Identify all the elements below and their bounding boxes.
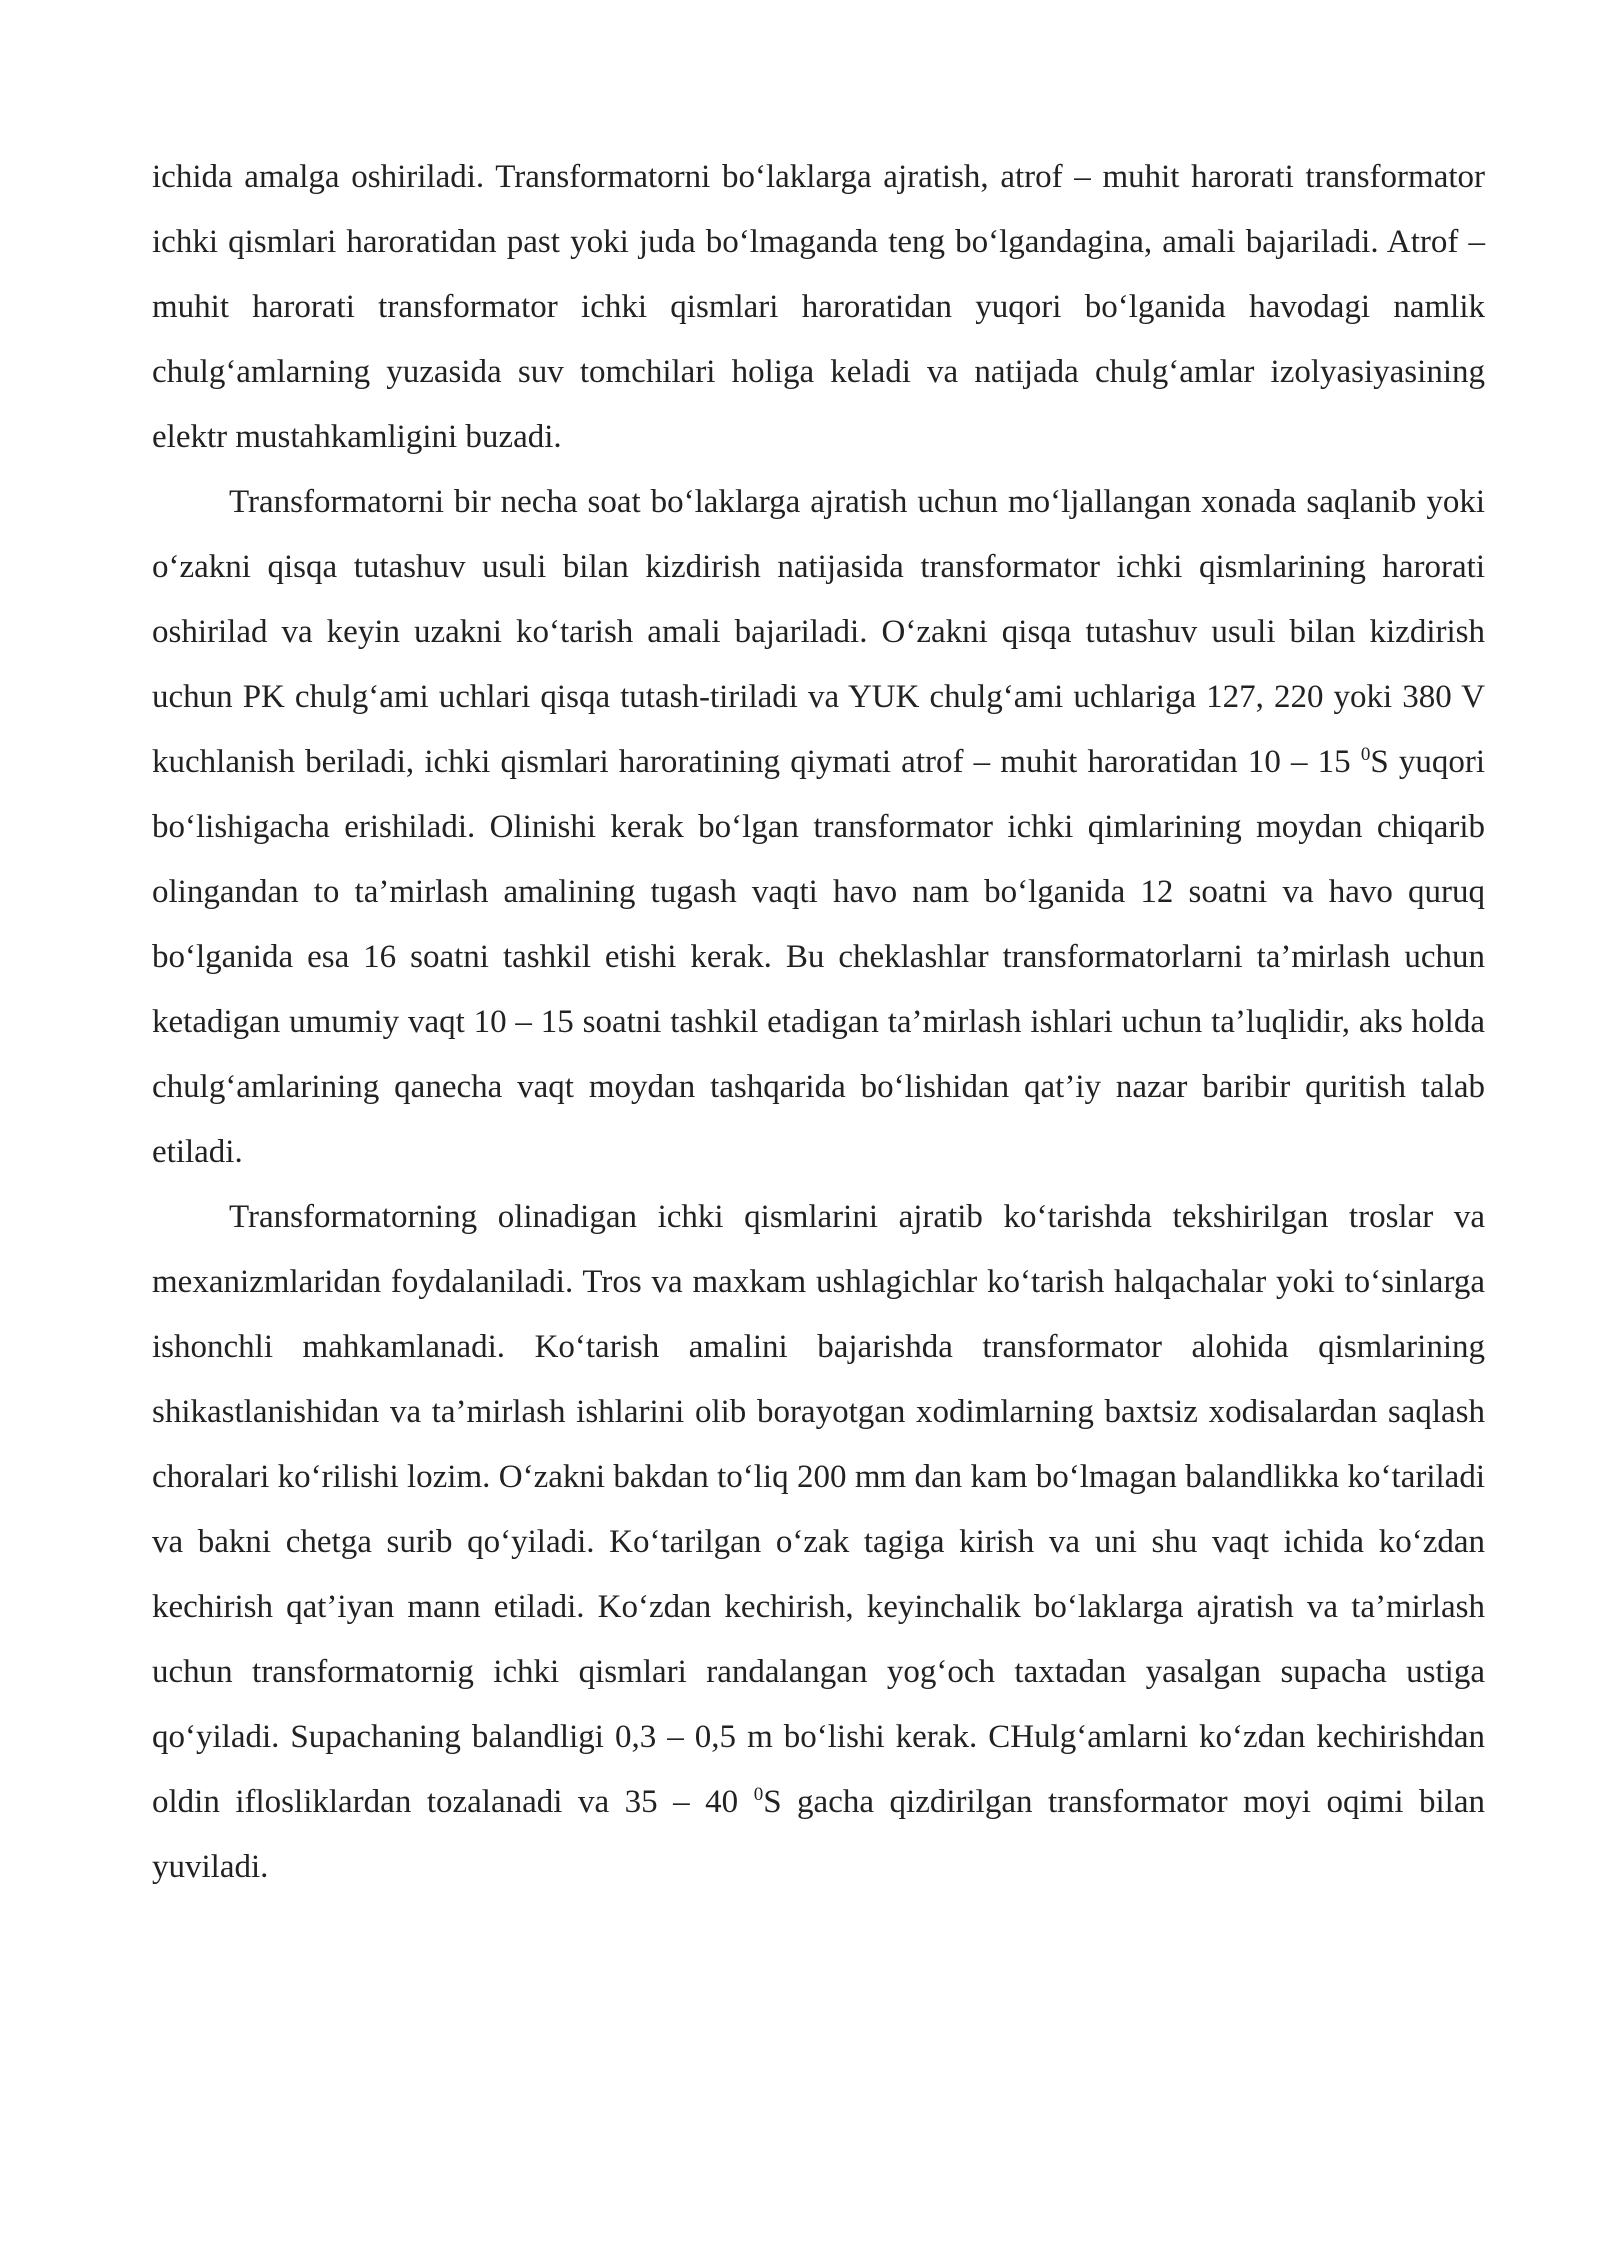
- degree-superscript: 0: [753, 1784, 764, 1805]
- document-page: [152, 145, 1485, 1900]
- paragraph-2: [152, 470, 1485, 1185]
- paragraph-2-text-a: Transformatorni bir necha soat bo‘laklarga ajratish uchun mo‘ljallangan xonada saqlanib yoki o‘zakni qisqa tutashuv usuli bilan kizdirish natijasida transformator ichki qismlarining harorati oshirilad va keyin uzakni ko‘tarish amali bajariladi. O‘zakni qisqa tutashuv usuli bilan kizdirish uchun PK chulg‘ami uchlari qisqa tutash-tiriladi va YUK chulg‘ami uchlariga 127, 220 yoki 380 V kuchlanish beriladi, ichki qismlari haroratining qiymati atrof – muhit haroratidan 10 – 15: [152, 484, 1485, 780]
- paragraph-2-text-b: S yuqori bo‘lishigacha erishiladi. Olinishi kerak bo‘lgan transformator ichki qimlarining moydan chiqarib olingandan to ta’mirlash amalining tugash vaqti havo nam bo‘lganida 12 soatni va havo quruq bo‘lganida esa 16 soatni tashkil etishi kerak. Bu cheklashlar transformatorlarni ta’mirlash uchun ketadigan umumiy vaqt 10 – 15 soatni tashkil etadigan ta’mirlash ishlari uchun ta’luqlidir, aks holda chulg‘amlarining qanecha vaqt moydan tashqarida bo‘lishidan qat’iy nazar baribir quritish talab etiladi.: [152, 744, 1485, 1170]
- degree-superscript: 0: [1360, 744, 1371, 765]
- paragraph-1: ichida amalga oshiriladi. Transformatorni bo‘laklarga ajratish, atrof – muhit harorati transformator ichki qismlari haroratidan past yoki juda bo‘lmaganda teng bo‘lgandagina, amali bajariladi. Atrof – muhit harorati transformator ichki qismlari haroratidan yuqori bo‘lganida havodagi namlik chulg‘amlarning yuzasida suv tomchilari holiga keladi va natijada chulg‘amlar izolyasiyasining elektr mustahkamligini buzadi.: [152, 159, 1485, 455]
- paragraph-3-text-b: S gacha qizdirilgan transformator moyi oqimi bilan yuviladi.: [152, 1784, 1485, 1885]
- paragraph-3-text-a: Transformatorning olinadigan ichki qismlarini ajratib ko‘tarishda tekshirilgan troslar va mexanizmlaridan foydalaniladi. Tros va maxkam ushlagichlar ko‘tarish halqachalar yoki to‘sinlarga ishonchli mahkamlanadi. Ko‘tarish amalini bajarishda transformator alohida qismlarining shikastlanishidan va ta’mirlash ishlarini olib borayotgan xodimlarning baxtsiz xodisalardan saqlash choralari ko‘rilishi lozim. O‘zakni bakdan to‘liq 200 mm dan kam bo‘lmagan balandlikka ko‘tariladi va bakni chetga surib qo‘yiladi. Ko‘tarilgan o‘zak tagiga kirish va uni shu vaqt ichida ko‘zdan kechirish qat’iyan mann etiladi. Ko‘zdan kechirish, keyinchalik bo‘laklarga ajratish va ta’mirlash uchun transformatornig ichki qismlari randalangan yog‘och taxtadan yasalgan supacha ustiga qo‘yiladi. Supachaning balandligi 0,3 – 0,5 m bo‘lishi kerak. CHulg‘amlarni ko‘zdan kechirishdan oldin iflosliklardan tozalanadi va 35 – 40: [152, 1199, 1485, 1820]
- paragraph-3: [152, 1185, 1485, 1900]
